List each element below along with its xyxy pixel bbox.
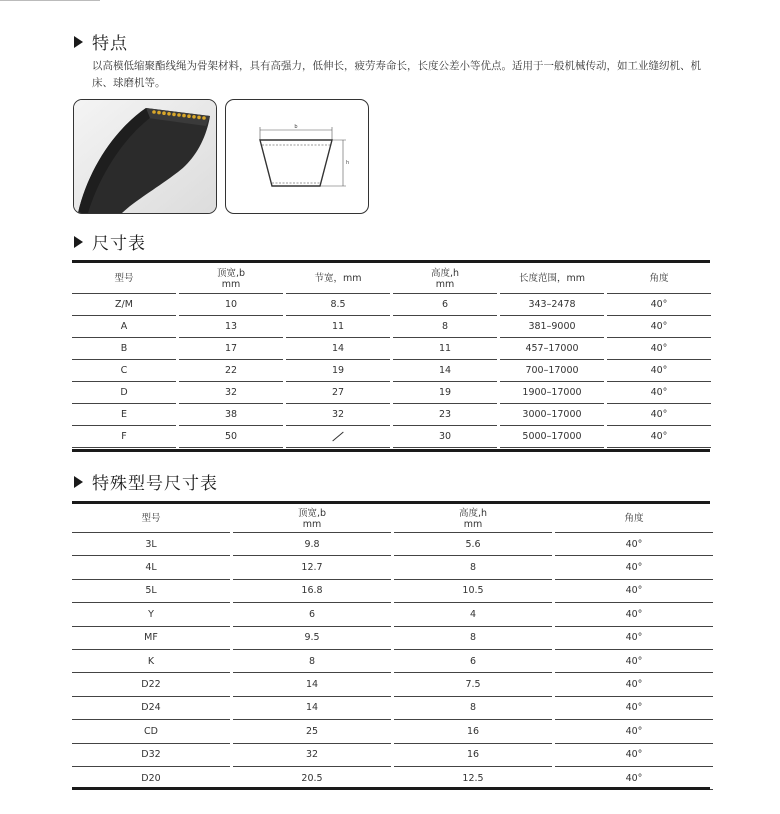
- table-cell: 1900–17000: [500, 382, 604, 404]
- table-cell: 3L: [72, 533, 230, 556]
- table-row: [72, 316, 711, 338]
- triangle-bullet-icon: [74, 236, 83, 248]
- table-cell: 40°: [555, 580, 713, 603]
- table-cell: 16: [394, 744, 552, 767]
- table-cell: 20.5: [233, 767, 391, 790]
- table-cell: D24: [72, 697, 230, 720]
- table-row: [72, 627, 713, 650]
- table-cell: 40°: [555, 556, 713, 579]
- table-cell: 8: [394, 697, 552, 720]
- table-cell: 22: [179, 360, 283, 382]
- table-cell: 40°: [607, 338, 711, 360]
- column-header: 型号: [72, 264, 176, 294]
- table-cell: 25: [233, 720, 391, 743]
- table-cell: 6: [233, 603, 391, 626]
- table-cell: 457–17000: [500, 338, 604, 360]
- table-top-bar: [72, 501, 710, 504]
- table-row: [72, 338, 711, 360]
- table-cell: 38: [179, 404, 283, 426]
- triangle-bullet-icon: [74, 36, 83, 48]
- table-cell: 16: [394, 720, 552, 743]
- column-header: 角度: [555, 505, 713, 533]
- width-b-label: b: [294, 124, 298, 130]
- table-cell: 27: [286, 382, 390, 404]
- table-cell: 40°: [555, 650, 713, 673]
- top-divider: [0, 0, 100, 1]
- table-row: [72, 533, 713, 556]
- table-cell: 40°: [555, 697, 713, 720]
- column-header: 顶宽,b mm: [179, 264, 283, 294]
- table-cell: 32: [179, 382, 283, 404]
- belt-photo: [73, 99, 217, 214]
- table-cell: 3000–17000: [500, 404, 604, 426]
- table-cell: D20: [72, 767, 230, 790]
- table-cell: 343–2478: [500, 294, 604, 316]
- table-cell: 30: [393, 426, 497, 448]
- table-cell: 40°: [607, 404, 711, 426]
- column-header: 顶宽,b mm: [233, 505, 391, 533]
- table-cell: 32: [286, 404, 390, 426]
- table-cell: 381–9000: [500, 316, 604, 338]
- table-row: [72, 650, 713, 673]
- table-cell: 10.5: [394, 580, 552, 603]
- table-cell: B: [72, 338, 176, 360]
- table-cell: 700–17000: [500, 360, 604, 382]
- table-cell: Y: [72, 603, 230, 626]
- table-cell: 40°: [555, 533, 713, 556]
- table-top-bar: [72, 260, 710, 263]
- table-cell: 5L: [72, 580, 230, 603]
- table-cell: 6: [394, 650, 552, 673]
- table-cell: 5.6: [394, 533, 552, 556]
- table-cell: 40°: [555, 720, 713, 743]
- table-cell: 9.8: [233, 533, 391, 556]
- section-title-text: 尺寸表: [92, 234, 146, 254]
- table-cell: 11: [393, 338, 497, 360]
- column-header: 长度范围，mm: [500, 264, 604, 294]
- table-cell: 40°: [555, 767, 713, 790]
- table-cell: 5000–17000: [500, 426, 604, 448]
- table-cell: 32: [233, 744, 391, 767]
- table-cell: 8: [394, 627, 552, 650]
- table-row: [72, 744, 713, 767]
- table-bottom-bar: [72, 787, 710, 790]
- section-title-size-table: [74, 229, 146, 254]
- triangle-bullet-icon: [74, 476, 83, 488]
- table-header-row: [72, 505, 713, 533]
- table-cell: [286, 426, 390, 448]
- table-row: [72, 720, 713, 743]
- table-row: [72, 603, 713, 626]
- column-header: 型号: [72, 505, 230, 533]
- table-cell: 14: [233, 697, 391, 720]
- table-row: [72, 294, 711, 316]
- table-cell: CD: [72, 720, 230, 743]
- special-size-table: [69, 505, 716, 790]
- table-cell: 14: [393, 360, 497, 382]
- table-cell: 40°: [607, 316, 711, 338]
- table-cell: 8: [233, 650, 391, 673]
- table-cell: D22: [72, 673, 230, 696]
- column-header: 节宽，mm: [286, 264, 390, 294]
- table-cell: 12.7: [233, 556, 391, 579]
- height-h-label: h: [346, 160, 350, 166]
- table-cell: 17: [179, 338, 283, 360]
- table-cell: 4L: [72, 556, 230, 579]
- table-cell: D: [72, 382, 176, 404]
- table-cell: F: [72, 426, 176, 448]
- section-title-special-size-table: [74, 469, 218, 494]
- section-title-features: [74, 29, 128, 54]
- table-cell: Z/M: [72, 294, 176, 316]
- section-title-text: 特殊型号尺寸表: [92, 474, 218, 494]
- table-cell: 14: [286, 338, 390, 360]
- table-cell: 19: [286, 360, 390, 382]
- table-cell: 40°: [607, 426, 711, 448]
- table-row: [72, 580, 713, 603]
- table-row: [72, 697, 713, 720]
- table-cell: C: [72, 360, 176, 382]
- table-cell: E: [72, 404, 176, 426]
- features-description: 以高模低缩聚酯线绳为骨架材料，具有高强力，低伸长，疲劳寿命长，长度公差小等优点。适用于一般机械传动，如工业缝纫机、机床、球磨机等。: [92, 60, 701, 89]
- table-cell: K: [72, 650, 230, 673]
- table-cell: 4: [394, 603, 552, 626]
- slash-mark: [332, 432, 343, 442]
- table-header-row: [72, 264, 711, 294]
- column-header: 角度: [607, 264, 711, 294]
- table-cell: 19: [393, 382, 497, 404]
- table-cell: 8: [393, 316, 497, 338]
- table-cell: D32: [72, 744, 230, 767]
- table-cell: 40°: [555, 627, 713, 650]
- table-cell: 40°: [607, 382, 711, 404]
- table-cell: 23: [393, 404, 497, 426]
- table-cell: 40°: [555, 744, 713, 767]
- table-cell: 11: [286, 316, 390, 338]
- table-cell: 9.5: [233, 627, 391, 650]
- table-row: [72, 382, 711, 404]
- table-cell: 7.5: [394, 673, 552, 696]
- table-cell: 40°: [607, 294, 711, 316]
- table-cell: 40°: [607, 360, 711, 382]
- table-cell: MF: [72, 627, 230, 650]
- table-cell: 50: [179, 426, 283, 448]
- table-row: [72, 360, 711, 382]
- belt-cross-section-diagram: [225, 99, 369, 214]
- table-cell: 8: [394, 556, 552, 579]
- cross-section-illustration: [226, 100, 368, 213]
- table-row: [72, 404, 711, 426]
- size-table: [69, 264, 714, 448]
- table-cell: 13: [179, 316, 283, 338]
- belt-illustration: [74, 100, 216, 213]
- table-row: [72, 556, 713, 579]
- table-cell: 6: [393, 294, 497, 316]
- table-cell: 40°: [555, 673, 713, 696]
- table-row: [72, 673, 713, 696]
- table-cell: 14: [233, 673, 391, 696]
- section-title-text: 特点: [92, 34, 128, 54]
- table-cell: 12.5: [394, 767, 552, 790]
- table-cell: A: [72, 316, 176, 338]
- table-bottom-bar: [72, 449, 710, 452]
- column-header: 高度,h mm: [393, 264, 497, 294]
- table-row: [72, 426, 711, 448]
- table-cell: 8.5: [286, 294, 390, 316]
- column-header: 高度,h mm: [394, 505, 552, 533]
- table-cell: 40°: [555, 603, 713, 626]
- table-cell: 16.8: [233, 580, 391, 603]
- table-cell: 10: [179, 294, 283, 316]
